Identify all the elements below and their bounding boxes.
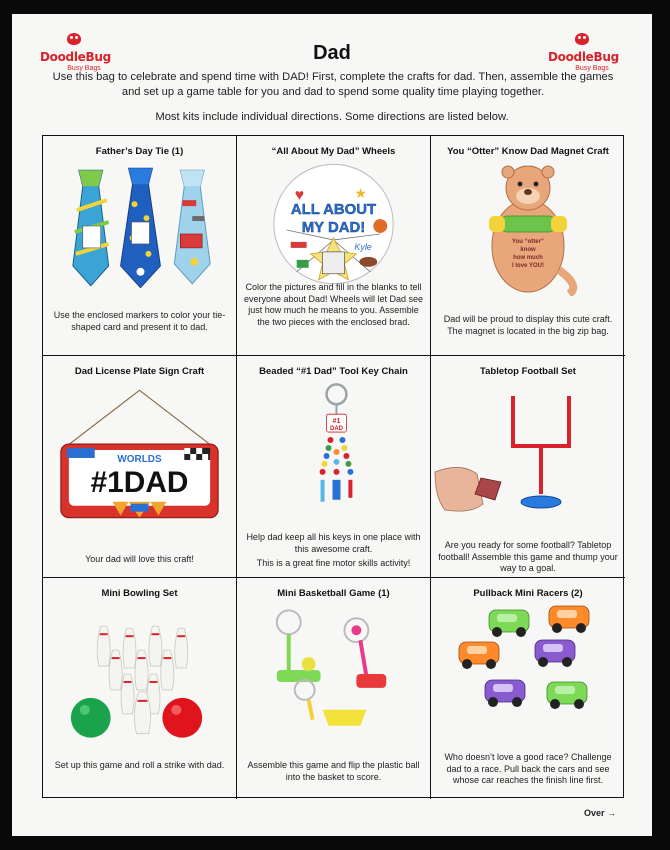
item-card-mini-basketball <box>237 578 431 799</box>
ties-illustration <box>43 160 236 296</box>
keychain-tag-line1: #1 <box>332 418 341 426</box>
item-card-license-plate-sign <box>43 356 237 578</box>
otter-text-line1: You “otter” <box>512 239 544 245</box>
item-title: You “Otter” Know Dad Magnet Craft <box>447 146 609 157</box>
over-link[interactable]: Over → <box>584 808 617 818</box>
keychain-illustration <box>237 378 430 518</box>
basketball-illustration <box>237 604 430 740</box>
brand-name: DoodleBug <box>548 49 619 64</box>
item-card-fathers-day-tie <box>43 136 237 356</box>
item-card-pullback-racers <box>431 578 625 799</box>
item-description: Help dad keep all his keys in one place with this awesome craft. <box>246 532 421 554</box>
item-title: Father’s Day Tie (1) <box>95 146 184 157</box>
item-title: Tabletop Football Set <box>480 366 576 377</box>
item-title: Dad License Plate Sign Craft <box>74 366 205 377</box>
item-card-otter-magnet <box>431 136 625 356</box>
goalpost-illustration <box>431 386 625 522</box>
item-description: Set up this game and roll a strike with dad. <box>54 760 225 770</box>
item-card-all-about-my-dad-wheels <box>237 136 431 356</box>
svg-text:♥: ♥ <box>294 187 305 205</box>
item-title: Mini Bowling Set <box>101 588 178 599</box>
item-description: Are you ready for some football? Tabletop football! Assemble this game and thump your way to a goal. <box>438 540 618 573</box>
directions-note: Most kits include individual directions. Some directions are listed below. <box>155 111 509 123</box>
wheel-illustration <box>237 160 430 296</box>
item-title: Mini Basketball Game (1) <box>277 588 390 599</box>
item-description-note: This is a great fine motor skills activity! <box>256 558 411 568</box>
item-title: Beaded “#1 Dad” Tool Key Chain <box>259 366 408 377</box>
item-card-tabletop-football <box>431 356 625 578</box>
otter-text-line4: I love YOU! <box>512 263 544 269</box>
otter-text-line3: how much <box>513 255 543 261</box>
license-plate-illustration <box>43 386 236 522</box>
item-card-mini-bowling <box>43 578 237 799</box>
wheel-heading-line2: MY DAD! <box>301 218 366 236</box>
plate-small-text: WORLDS <box>117 453 162 465</box>
brand-tagline: Busy Bags <box>575 65 609 72</box>
intro-text: Use this bag to celebrate and spend time with DAD! First, complete the crafts for dad. Then, assemble the games and set up a game table for you and dad to spend some quality time playing together. <box>52 71 614 98</box>
items-grid <box>42 135 624 798</box>
item-description: Dad will be proud to display this cute craft. The magnet is located in the big zip bag. <box>443 314 613 336</box>
item-description: Your dad will love this craft! <box>85 554 194 564</box>
keychain-tag-line2: DAD <box>330 426 343 433</box>
page-title: Dad <box>313 42 351 64</box>
wheel-heading-line1: ALL ABOUT <box>290 201 377 219</box>
svg-text:★: ★ <box>354 185 367 202</box>
plate-big-text: #1DAD <box>90 465 189 499</box>
item-description: Assemble this game and flip the plastic ball into the basket to score. <box>247 760 420 782</box>
activity-sheet <box>12 14 652 836</box>
item-card-key-chain <box>237 356 431 578</box>
otter-illustration <box>431 160 625 296</box>
racers-illustration <box>431 602 625 738</box>
item-description: Color the pictures and fill in the blanks to tell everyone about Dad! Wheels will let Dad see just how much he means to you. Assemble the two pieces with the enclosed brad. <box>243 282 424 327</box>
item-title: “All About My Dad” Wheels <box>271 146 396 157</box>
bowling-illustration <box>43 606 236 742</box>
item-title: Pullback Mini Racers (2) <box>473 588 583 599</box>
item-description: Use the enclosed markers to color your tie-shaped card and present it to dad. <box>53 310 226 332</box>
brand-tagline: Busy Bags <box>67 65 101 72</box>
brand-name: DoodleBug <box>40 49 111 64</box>
wheel-name: Kyle <box>354 241 372 252</box>
otter-text-line2: know <box>520 247 536 253</box>
item-description: Who doesn’t love a good race? Challenge dad to a race. Pull back the cars and see whose car reaches the finish line first. <box>444 752 612 785</box>
